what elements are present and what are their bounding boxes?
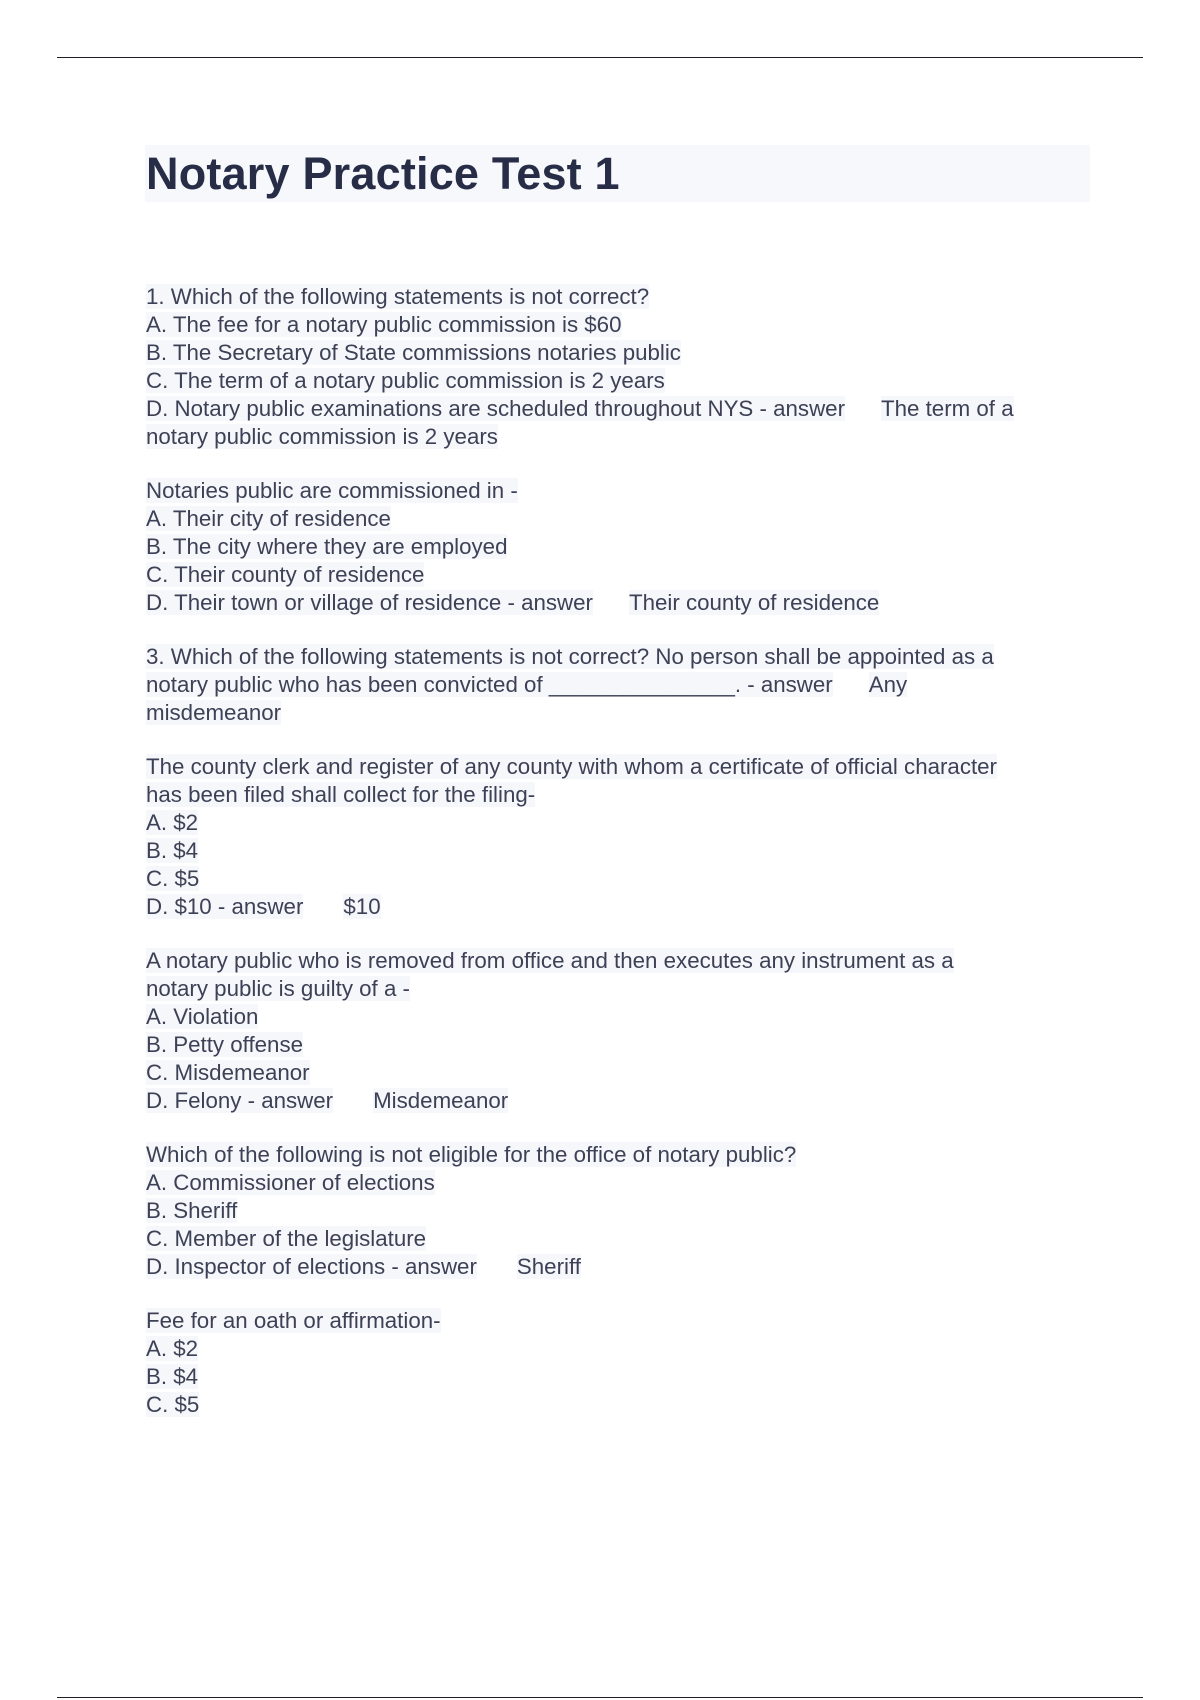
question-4 bbox=[146, 753, 1096, 921]
question-6-stem: Which of the following is not eligible for the office of notary public? bbox=[146, 1142, 797, 1167]
question-3 bbox=[146, 643, 1096, 727]
question-5-option-c: C. Misdemeanor bbox=[146, 1060, 310, 1085]
question-5-stem: A notary public who is removed from office and then executes any instrument as a bbox=[146, 948, 954, 973]
question-6-option-b: B. Sheriff bbox=[146, 1198, 238, 1223]
question-1-option-a: A. The fee for a notary public commission is $60 bbox=[146, 312, 622, 337]
question-4-stem-cont: has been filed shall collect for the filing- bbox=[146, 782, 536, 807]
question-1 bbox=[146, 283, 1096, 451]
question-7-option-b: B. $4 bbox=[146, 1364, 199, 1389]
question-1-option-c: C. The term of a notary public commission is 2 years bbox=[146, 368, 665, 393]
question-3-stem-cont: notary public who has been convicted of _______________. - answer bbox=[146, 672, 833, 697]
page-title: Notary Practice Test 1 bbox=[146, 148, 620, 199]
question-6-option-d: D. Inspector of elections - answer bbox=[146, 1254, 477, 1279]
question-7-option-c: C. $5 bbox=[146, 1392, 200, 1417]
question-list bbox=[146, 283, 1096, 1445]
question-2 bbox=[146, 477, 1096, 617]
question-1-answer-cont: notary public commission is 2 years bbox=[146, 424, 498, 449]
question-7-stem: Fee for an oath or affirmation- bbox=[146, 1308, 441, 1333]
question-4-stem: The county clerk and register of any county with whom a certificate of official character bbox=[146, 754, 997, 779]
question-1-stem: 1. Which of the following statements is not correct? bbox=[146, 284, 650, 309]
question-1-option-b: B. The Secretary of State commissions notaries public bbox=[146, 340, 681, 365]
question-2-option-d: D. Their town or village of residence - answer bbox=[146, 590, 593, 615]
question-2-stem: Notaries public are commissioned in - bbox=[146, 478, 518, 503]
question-5-option-a: A. Violation bbox=[146, 1004, 259, 1029]
question-1-answer: The term of a bbox=[881, 396, 1014, 421]
question-3-answer: Any bbox=[868, 672, 908, 697]
question-4-option-c: C. $5 bbox=[146, 866, 200, 891]
question-2-option-a: A. Their city of residence bbox=[146, 506, 391, 531]
question-5 bbox=[146, 947, 1096, 1115]
question-3-stem: 3. Which of the following statements is not correct? No person shall be appointed as a bbox=[146, 644, 994, 669]
question-2-option-b: B. The city where they are employed bbox=[146, 534, 508, 559]
question-2-answer: Their county of residence bbox=[628, 590, 880, 615]
question-5-stem-cont: notary public is guilty of a - bbox=[146, 976, 410, 1001]
question-6-option-c: C. Member of the legislature bbox=[146, 1226, 427, 1251]
question-6-answer: Sheriff bbox=[516, 1254, 581, 1279]
question-4-option-d: D. $10 - answer bbox=[146, 894, 304, 919]
question-5-answer: Misdemeanor bbox=[373, 1088, 509, 1113]
question-5-option-d: D. Felony - answer bbox=[146, 1088, 334, 1113]
question-4-option-b: B. $4 bbox=[146, 838, 199, 863]
question-4-answer: $10 bbox=[343, 894, 381, 919]
question-5-option-b: B. Petty offense bbox=[146, 1032, 304, 1057]
footer-rule bbox=[57, 1697, 1143, 1698]
question-6-option-a: A. Commissioner of elections bbox=[146, 1170, 435, 1195]
question-1-option-d: D. Notary public examinations are scheduled throughout NYS - answer bbox=[146, 396, 845, 421]
question-3-answer-cont: misdemeanor bbox=[146, 700, 282, 725]
question-7-option-a: A. $2 bbox=[146, 1336, 199, 1361]
header-rule bbox=[57, 57, 1143, 58]
question-6 bbox=[146, 1141, 1096, 1281]
question-2-option-c: C. Their county of residence bbox=[146, 562, 425, 587]
question-4-option-a: A. $2 bbox=[146, 810, 199, 835]
question-7 bbox=[146, 1307, 1096, 1419]
